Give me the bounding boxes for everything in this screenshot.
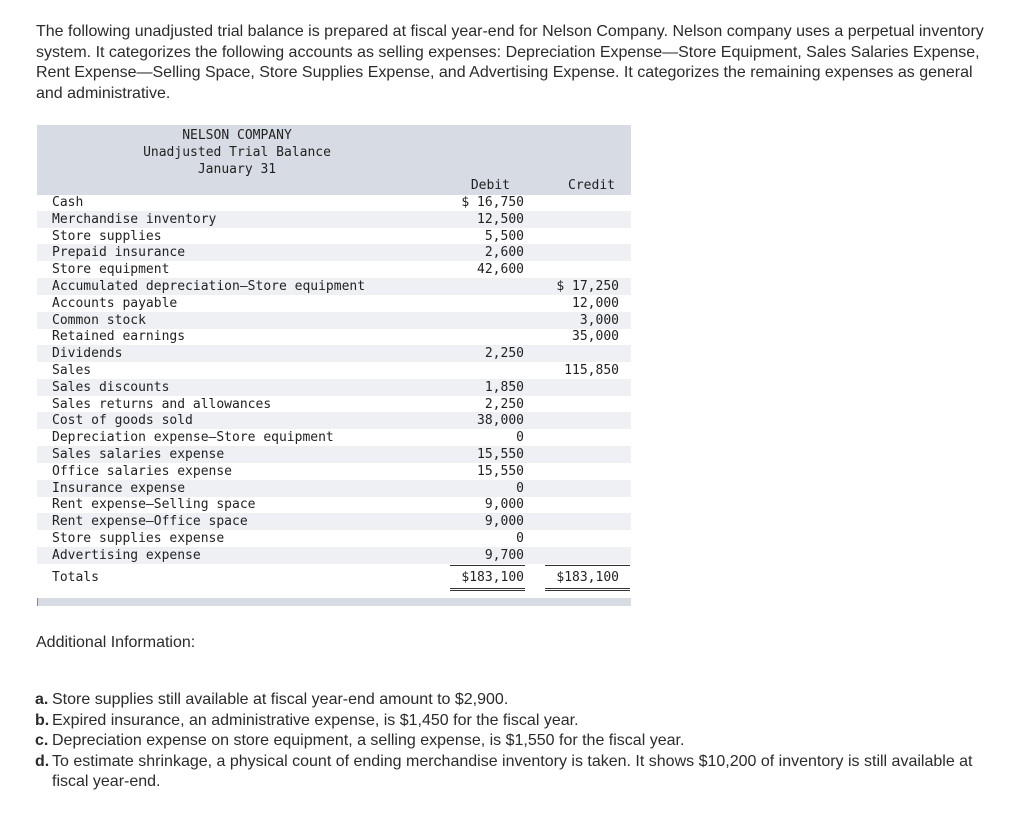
table-row [37,261,631,278]
table-row [37,194,631,211]
account-name: Rent expense—Office space [52,514,248,530]
account-name: Common stock [52,312,146,328]
info-text: Expired insurance, an administrative expense, is $1,450 for the fiscal year. [52,711,579,729]
debit-amount: 9,000 [484,514,524,530]
table-row [37,211,631,228]
info-item-d [35,752,995,793]
company-name: NELSON COMPANY [182,128,292,143]
credit-amount: 115,850 [564,363,619,378]
table-row [37,345,631,362]
statement-date: January 31 [197,162,277,177]
trial-balance-header [37,125,631,195]
debit-amount: 2,600 [484,245,524,261]
info-letter: b. [35,711,50,729]
account-name: Accounts payable [52,295,178,311]
total-debit: $183,100 [461,570,524,585]
debit-amount: 1,850 [484,379,524,395]
table-row [37,244,631,261]
account-name: Cash [52,195,84,210]
account-name: Advertising expense [52,547,201,563]
scrollbar-edge [37,598,38,606]
debit-amount: 5,500 [484,228,524,244]
debit-amount: 15,550 [477,463,524,479]
table-row [37,396,631,413]
account-name: Office salaries expense [52,463,233,479]
credit-column-header: Credit [568,178,615,193]
info-text: Depreciation expense on store equipment, a selling expense, is $1,550 for the fiscal year. [52,732,685,749]
table-row [37,278,631,295]
account-name: Sales discounts [52,379,170,395]
table-row [37,446,631,463]
table-row [37,295,631,312]
additional-info-label: Additional Information: [36,634,196,651]
info-text: To estimate shrinkage, a physical count of ending merchandise inventory is taken. It shows $10,200 of inventory is still available at fiscal year-end. [52,752,973,790]
credit-total-rule [545,565,630,566]
credit-amount: 12,000 [572,295,619,311]
table-row [37,412,631,429]
credit-double-rule [545,588,630,591]
info-item-a [35,690,995,711]
table-row [37,312,631,329]
account-name: Cost of goods sold [52,413,193,429]
account-name: Depreciation expense—Store equipment [52,430,334,446]
account-name: Sales salaries expense [52,447,225,462]
trial-balance-table [37,125,631,607]
debit-amount: 12,500 [477,211,524,227]
table-row [37,547,631,564]
debit-amount: 0 [516,480,524,496]
account-name: Sales [52,363,92,378]
account-name: Dividends [52,346,123,362]
additional-info-list [35,690,995,793]
debit-amount: 38,000 [477,413,524,429]
credit-amount: 35,000 [572,329,619,345]
credit-amount: 3,000 [579,312,619,328]
intro-paragraph: The following unadjusted trial balance is prepared at fiscal year-end for Nelson Company. Nelson company uses a perpetual inventory system. It categorizes the following accounts as selling expenses: Depreciation Expense—Store Equipment, Sales Salaries Expense, Rent Expense—Selling Space, Store Supplies Expense, and Advertising Expense. It categorizes the remaining expenses as general and administrative. [36,23,984,102]
table-row [37,496,631,513]
info-letter: d. [35,752,50,770]
account-name: Store supplies expense [52,531,225,546]
debit-amount: 0 [516,430,524,446]
info-item-c [35,731,995,752]
info-letter: c. [35,732,49,749]
debit-amount: 2,250 [484,346,524,362]
debit-amount: 42,600 [477,262,524,278]
table-row [37,328,631,345]
total-credit: $183,100 [556,570,619,585]
debit-column-header: Debit [470,178,510,193]
account-name: Accumulated depreciation—Store equipment [52,279,366,294]
table-row [37,429,631,446]
debit-amount: $ 16,750 [461,195,524,210]
account-name: Retained earnings [52,329,186,345]
account-name: Insurance expense [52,480,186,496]
account-name: Sales returns and allowances [52,396,272,412]
account-name: Store supplies [52,228,162,244]
account-name: Store equipment [52,262,170,278]
account-name: Rent expense—Selling space [52,497,256,513]
table-row [37,480,631,497]
debit-amount: 2,250 [484,396,524,412]
info-letter: a. [35,691,49,708]
totals-row [37,568,631,588]
table-row [37,228,631,245]
debit-total-rule [450,565,525,566]
account-name: Prepaid insurance [52,245,186,261]
debit-double-rule [450,588,525,591]
info-text: Store supplies still available at fiscal year-end amount to $2,900. [52,691,509,708]
table-row [37,362,631,379]
account-name: Merchandise inventory [52,211,217,227]
table-row [37,463,631,480]
table-row [37,379,631,396]
debit-amount: 15,550 [477,447,524,462]
debit-amount: 0 [516,531,524,546]
table-bottom-bar [37,598,631,606]
info-item-b [35,711,995,732]
credit-amount: $ 17,250 [556,279,619,294]
totals-label: Totals [52,570,99,585]
table-row [37,530,631,547]
debit-amount: 9,700 [484,547,524,563]
table-row [37,513,631,530]
debit-amount: 9,000 [484,497,524,513]
statement-title: Unadjusted Trial Balance [143,145,331,160]
